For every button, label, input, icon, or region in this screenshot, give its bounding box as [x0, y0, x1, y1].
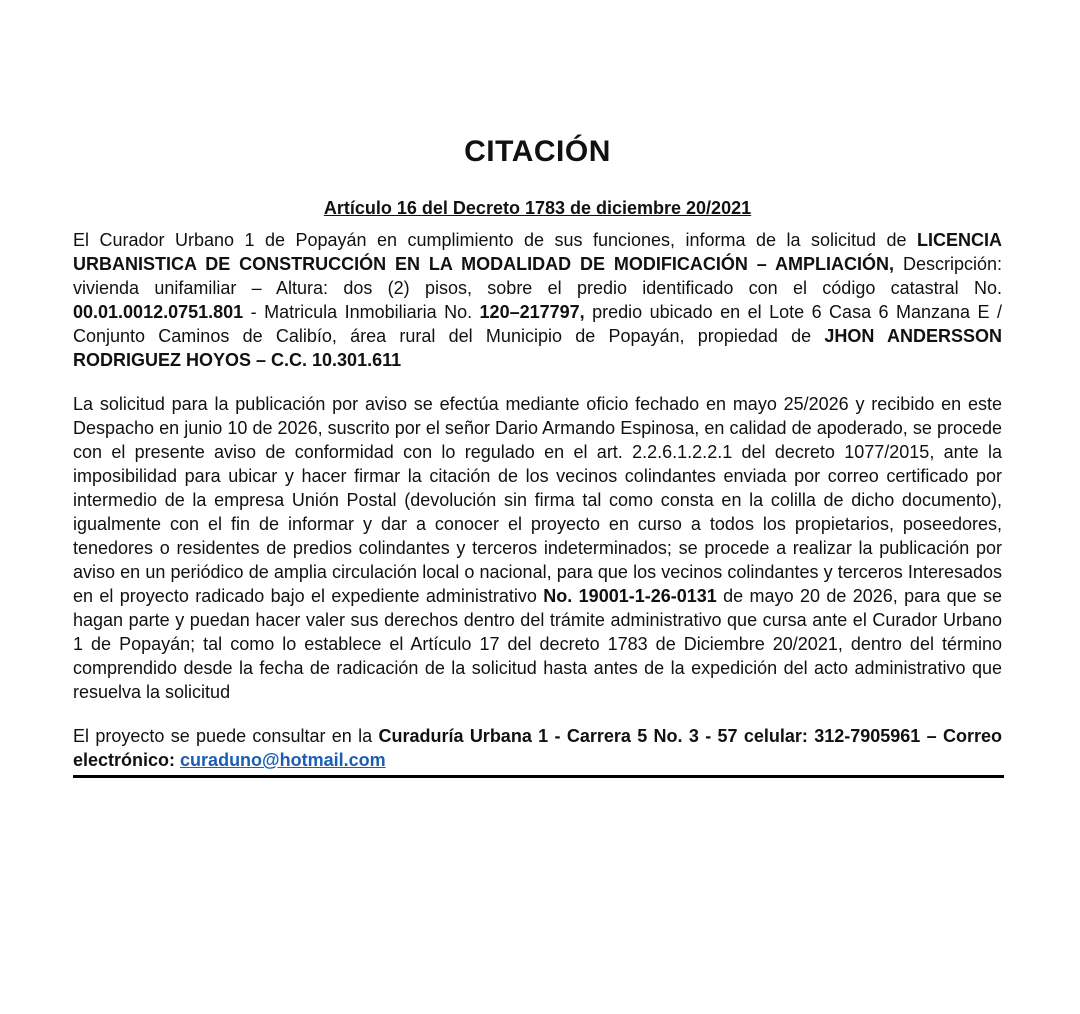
paragraph-publication-notice	[73, 392, 1002, 704]
real-estate-registration: 120–217797,	[479, 302, 585, 322]
document-title: CITACIÓN	[464, 135, 611, 168]
file-number: No. 19001-1-26-0131	[543, 586, 717, 606]
paragraph-license-request	[73, 228, 1002, 372]
p1-text-3: - Matricula Inmobiliaria No.	[243, 302, 480, 322]
document-subtitle: Artículo 16 del Decreto 1783 de diciembre 20/2021	[323, 198, 752, 218]
email-link[interactable]: curaduno@hotmail.com	[180, 750, 386, 770]
contact-details: Curaduría Urbana 1 - Carrera 5 No. 3 - 57 celular: 312-7905961 – Correo electrónico:	[73, 726, 1002, 770]
p1-text-4: predio ubicado en el Lote 6 Casa 6 Manzana E / Conjunto Caminos de Calibío, área rural del Municipio de Popayán, propiedad de	[73, 302, 1002, 346]
paragraph-contact	[73, 724, 1002, 772]
p2-text-1: La solicitud para la publicación por aviso se efectúa mediante oficio fechado en mayo 25/2026 y recibido en este Despacho en junio 10 de 2026, suscrito por el señor Dario Armando Espinosa, en calidad de apoderado, se procede con el presente aviso de conformidad con lo regulado en el art. 2.2.6.1.2.2.1 del decreto 1077/2015, ante la imposibilidad para ubicar y hacer firmar la citación de los vecinos colindantes enviada por correo certificado por intermedio de la empresa Unión Postal (devolución sin firma tal como consta en la colilla de dicho documento), igualmente con el fin de informar y dar a conocer el proyecto en curso a todos los propietarios, poseedores, tenedores o residentes de predios colindantes y terceros indeterminados; se procede a realizar la publicación por aviso en un periódico de amplia circulación local o nacional, para que los vecinos colindantes y terceros Interesados en el proyecto radicado bajo el expediente administrativo	[73, 394, 1002, 606]
document	[73, 130, 1002, 778]
p3-text-1: El proyecto se puede consultar en la	[73, 726, 379, 746]
owner-name: JHON ANDERSSON RODRIGUEZ HOYOS – C.C. 10.301.611	[73, 326, 1002, 370]
cadastral-code: 00.01.0012.0751.801	[73, 302, 244, 322]
p1-text-1: El Curador Urbano 1 de Popayán en cumplimiento de sus funciones, informa de la solicitud de	[73, 230, 917, 250]
p2-text-2: de mayo 20 de 2026, para que se hagan parte y puedan hacer valer sus derechos dentro del trámite administrativo que cursa ante el Curador Urbano 1 de Popayán; tal como lo establece el Artículo 17 del decreto 1783 de Diciembre 20/2021, dentro del término comprendido desde la fecha de radicación de la solicitud hasta antes de la expedición del acto administrativo que resuelva la solicitud	[73, 586, 1002, 702]
bottom-divider	[73, 775, 1004, 778]
license-type: LICENCIA URBANISTICA DE CONSTRUCCIÓN EN LA MODALIDAD DE MODIFICACIÓN – AMPLIACIÓN,	[73, 230, 1002, 274]
p1-text-2: Descripción: vivienda unifamiliar – Altura: dos (2) pisos, sobre el predio identificado con el código catastral No.	[73, 254, 1002, 298]
